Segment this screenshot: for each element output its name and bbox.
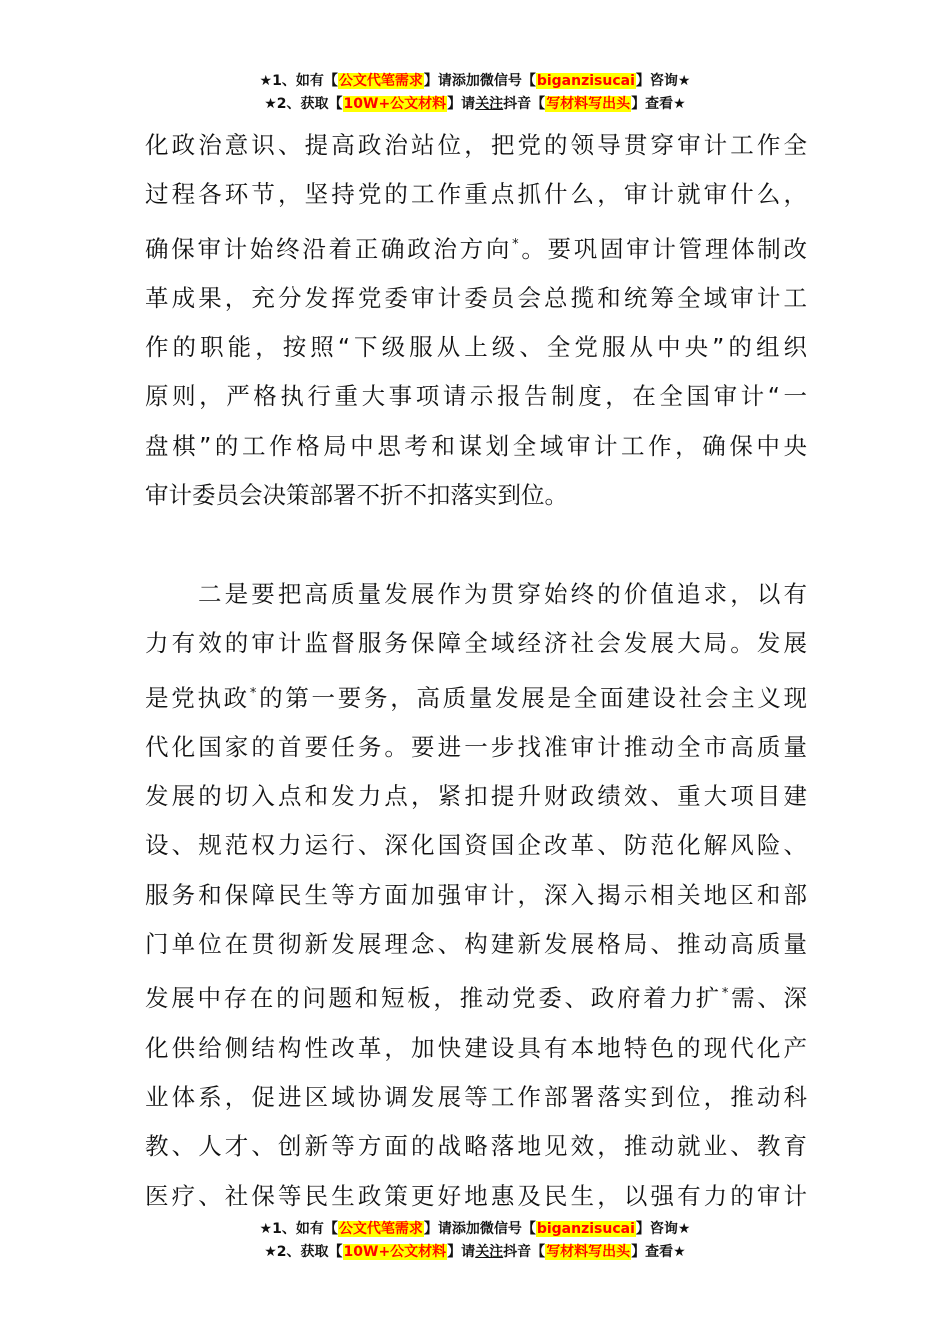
banner-text: 】请添 — [423, 73, 466, 89]
paragraph-line: 作的职能，按照“下级服从上级、全党服从中央”的组织 — [145, 333, 807, 362]
paragraph-line: 原则，严格执行重大事项请示报告制度，在全国审计“一 — [145, 382, 807, 411]
star-mark: * — [512, 236, 519, 252]
paragraph-line: 革成果，充分发挥党委审计委员会总揽和统筹全域审计工 — [145, 283, 807, 312]
paragraph-line: 服务和保障民生等方面加强审计，深入揭示相关地区和部 — [145, 880, 807, 909]
banner-text: 关注 — [475, 1244, 504, 1260]
text-segment: 是党执政 — [145, 683, 250, 712]
star-mark: * — [721, 986, 729, 1002]
text-segment: 需、深 — [728, 984, 808, 1013]
highlight-materials: 10W+公文材料 — [343, 1244, 447, 1260]
banner-text: 微信号【 — [479, 1221, 536, 1237]
text-segment: 确保审计始终沿着正确政治方向 — [145, 234, 513, 263]
paragraph-line: 化政治意识、提高政治站位，把党的领导贯穿审计工作全 — [145, 131, 807, 159]
text-segment: 的第一要务，高质量发展是全面建设社会主义现 — [256, 683, 808, 712]
banner-text: 抖音【 — [503, 1244, 546, 1260]
banner-text: ★1、如有【 — [259, 1221, 338, 1237]
paragraph-line: 门单位在贯彻新发展理念、构建新发展格局、推动高质量 — [145, 930, 807, 959]
paragraph-2 — [145, 570, 807, 1221]
paragraph-line: 设、规范权力运行、深化国资国企改革、防范化解风险、 — [145, 831, 807, 860]
banner-text: 】请添 — [423, 1221, 466, 1237]
banner-text: ★1、如有【 — [259, 73, 338, 89]
footer-banner — [0, 1218, 950, 1264]
banner-text: 】请 — [447, 1244, 476, 1260]
paragraph-line: 化供给侧结构性改革，加快建设具有本地特色的现代化产 — [145, 1033, 807, 1062]
banner-text: 加 — [465, 73, 480, 89]
paragraph-line: 力有效的审计监督服务保障全域经济社会发展大局。发展 — [145, 629, 807, 658]
star-mark: * — [249, 685, 257, 701]
banner-text: 】查看★ — [631, 1244, 686, 1260]
banner-text: 】咨询★ — [635, 1221, 691, 1237]
highlight-writing-service: 公文代笔需求 — [338, 73, 423, 89]
banner-text: 】请 — [447, 96, 476, 112]
paragraph-line: 业体系，促进区域协调发展等工作部署落实到位，推动科 — [145, 1082, 807, 1111]
text-segment: 发展中存在的问题和短板，推动党委、政府着力扩 — [145, 984, 722, 1013]
paragraph-line — [145, 969, 807, 1023]
paragraph-line: 过程各环节，坚持党的工作重点抓什么，审计就审什么， — [145, 180, 807, 209]
highlight-wechat-id: biganzisucai — [536, 73, 635, 89]
banner-text: 】咨询★ — [635, 73, 691, 89]
paragraph-line: 医疗、社保等民生政策更好地惠及民生，以强有力的审计 — [145, 1181, 807, 1210]
highlight-douyin-account: 写材料写出头 — [546, 96, 631, 112]
paragraph-line: 审计委员会决策部署不折不扣落实到位。 — [145, 481, 568, 510]
paragraph-line: 发展的切入点和发力点，紧扣提升财政绩效、重大项目建 — [145, 782, 807, 811]
header-banner-line-2 — [0, 93, 950, 116]
header-banner — [0, 70, 950, 116]
highlight-materials: 10W+公文材料 — [343, 96, 447, 112]
banner-text: 】查看★ — [631, 96, 686, 112]
banner-text: ★2、获取【 — [264, 96, 343, 112]
paragraph-line: 二是要把高质量发展作为贯穿始终的价值追求，以有 — [198, 580, 807, 608]
highlight-writing-service: 公文代笔需求 — [338, 1221, 423, 1237]
paragraph-line: 代化国家的首要任务。要进一步找准审计推动全市高质量 — [145, 732, 807, 761]
paragraph-line: 教、人才、创新等方面的战略落地见效，推动就业、教育 — [145, 1132, 807, 1161]
footer-banner-line-1 — [0, 1218, 950, 1241]
highlight-wechat-id: biganzisucai — [536, 1221, 635, 1237]
banner-text: 加 — [465, 1221, 480, 1237]
banner-text: 抖音【 — [503, 96, 546, 112]
highlight-douyin-account: 写材料写出头 — [546, 1244, 631, 1260]
banner-text: ★2、获取【 — [264, 1244, 343, 1260]
paragraph-line — [145, 669, 807, 723]
paragraph-line: 盘棋”的工作格局中思考和谋划全域审计工作，确保中央 — [145, 431, 807, 460]
banner-text: 关注 — [475, 96, 504, 112]
header-banner-line-1 — [0, 70, 950, 93]
paragraph-1 — [145, 121, 807, 520]
paragraph-line — [145, 220, 807, 274]
footer-banner-line-2 — [0, 1241, 950, 1264]
text-segment: 。要巩固审计管理体制改 — [518, 234, 808, 263]
banner-text: 微信号【 — [479, 73, 536, 89]
